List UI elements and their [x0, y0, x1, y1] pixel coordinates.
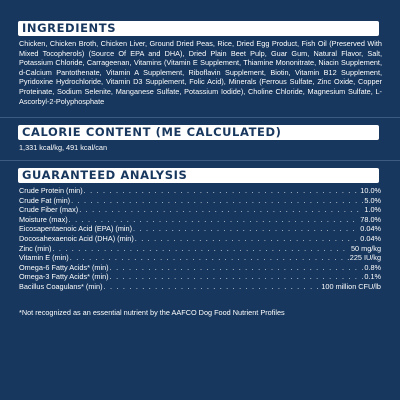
nutrient-value: 5.0% [364, 195, 381, 205]
ingredients-heading: INGREDIENTS [18, 21, 379, 36]
analysis-row [19, 282, 381, 292]
analysis-row [19, 253, 381, 263]
nutrient-value: 1.0% [364, 205, 381, 215]
nutrient-value: 0.8% [364, 262, 381, 272]
analysis-row [19, 224, 381, 234]
nutrient-value: 0.1% [364, 272, 381, 282]
analysis-row [19, 272, 381, 282]
nutrient-name: Omega-3 Fatty Acids* (min) [19, 272, 109, 282]
section-divider [0, 117, 400, 118]
dot-leader [70, 253, 349, 263]
dot-leader [71, 196, 363, 206]
dot-leader [133, 224, 359, 234]
nutrient-name: Moisture (max) [19, 214, 68, 224]
analysis-row [19, 234, 381, 244]
dot-leader [110, 272, 364, 282]
analysis-heading: GUARANTEED ANALYSIS [18, 168, 379, 183]
nutrient-name: Crude Protein (min) [19, 186, 83, 195]
dot-leader [69, 215, 360, 225]
nutrient-value: 50 mg/kg [350, 243, 381, 253]
dot-leader [84, 186, 360, 196]
nutrient-name: Bacillus Coagulans* (min) [19, 281, 103, 291]
nutrient-name: Crude Fiber (max) [19, 205, 79, 215]
nutrient-name: Vitamin E (min) [19, 253, 69, 263]
nutrient-value: 100 million CFU/lb [321, 281, 381, 291]
calorie-text: 1,331 kcal/kg, 491 kcal/can [19, 143, 108, 152]
analysis-row [19, 196, 381, 206]
dot-leader [110, 263, 364, 273]
nutrient-name: Omega-6 Fatty Acids* (min) [19, 262, 109, 272]
nutrient-value: 78.0% [360, 214, 381, 224]
dot-leader [52, 244, 350, 254]
dot-leader [135, 234, 360, 244]
analysis-row [19, 263, 381, 273]
analysis-row [19, 205, 381, 215]
calorie-heading: CALORIE CONTENT (ME CALCULATED) [18, 125, 379, 140]
nutrient-name: Crude Fat (min) [19, 195, 71, 205]
ingredients-text: Chicken, Chicken Broth, Chicken Liver, Ground Dried Peas, Rice, Dried Egg Product, Fish Oil (Preserved With Mixed Tocopherols) (Source Of EPA and DHA), Dried Plain Beet Pulp, Guar Gum, Natural Flavor, Salt, Potassium Chloride, Carrageenan, Vitamins (Vitamin E Supplement, Thiamine Mononitrate, Niacin Supplement, d-Calcium Pantothenate, Vitamin A Supplement, Riboflavin Supplement, Biotin, Vitamin B12 Supplement, Pyridoxine Hydrochloride, Vitamin D3 Supplement, Folic Acid), Minerals (Ferrous Sulfate, Zinc Oxide, Copper Proteinate, Sodium Selenite, Manganese Sulfate, Potassium Iodide), Choline Chloride, Magnesium Sulfate, L-Ascorbyl-2-Polyphosphate [19, 39, 382, 106]
analysis-row [19, 244, 381, 254]
analysis-row [19, 186, 381, 196]
nutrient-value: 225 IU/kg [349, 253, 381, 263]
footnote: *Not recognized as an essential nutrient by the AAFCO Dog Food Nutrient Profiles [19, 308, 285, 317]
dot-leader [104, 282, 321, 292]
nutrient-name: Zinc (min) [19, 243, 52, 253]
nutrient-value: 0.04% [360, 224, 381, 234]
nutrient-name: Docosahexaenoic Acid (DHA) (min) [19, 233, 134, 243]
analysis-table [19, 186, 381, 292]
nutrient-name: Eicosapentaenoic Acid (EPA) (min) [19, 224, 133, 234]
nutrient-value: 10.0% [360, 186, 381, 195]
analysis-row [19, 215, 381, 225]
section-divider [0, 160, 400, 161]
dot-leader [79, 205, 363, 215]
nutrient-value: 0.04% [360, 233, 381, 243]
